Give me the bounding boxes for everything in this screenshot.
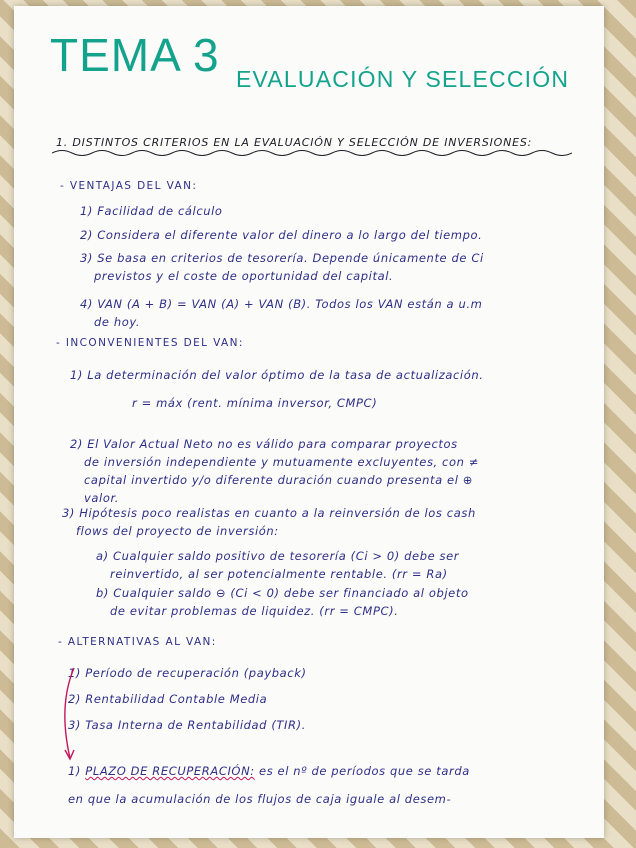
inconveniente-item: 2) El Valor Actual Neto no es válido para comparar proyectos xyxy=(70,437,458,451)
ventaja-item: 4) VAN (A + B) = VAN (A) + VAN (B). Todos los VAN están a u.m xyxy=(80,297,483,311)
ventaja-item: 3) Se basa en criterios de tesorería. Depende únicamente de Ci xyxy=(80,251,484,265)
inconveniente-item-cont: capital invertido y/o diferente duración cuando presenta el ⊕ xyxy=(84,473,474,487)
inconveniente-item: 1) La determinación del valor óptimo de la tasa de actualización. xyxy=(70,368,484,382)
inconveniente-subitem: a) Cualquier saldo positivo de tesorería (Ci > 0) debe ser xyxy=(96,549,460,563)
inconveniente-item-cont: flows del proyecto de inversión: xyxy=(76,524,279,538)
ventaja-item-cont: previstos y el coste de oportunidad del capital. xyxy=(94,269,394,283)
inconvenientes-header: - INCONVENIENTES DEL VAN: xyxy=(56,337,244,349)
ventajas-header: - VENTAJAS DEL VAN: xyxy=(60,180,198,192)
ventaja-item: 1) Facilidad de cálculo xyxy=(80,204,223,218)
plazo-term: PLAZO DE RECUPERACIÓN: xyxy=(85,764,255,778)
ventaja-item-cont: de hoy. xyxy=(94,315,141,329)
alternativa-item: 1) Período de recuperación (payback) xyxy=(68,666,307,680)
curved-arrow-icon xyxy=(56,666,86,766)
section-heading: 1. DISTINTOS CRITERIOS EN LA EVALUACIÓN Y SELECCIÓN DE INVERSIONES: xyxy=(56,136,533,149)
inconveniente-item-cont: valor. xyxy=(84,491,120,505)
inconveniente-subitem-cont: de evitar problemas de liquidez. (rr = CMPC). xyxy=(110,604,399,618)
alternativa-item: 2) Rentabilidad Contable Media xyxy=(68,692,268,706)
inconveniente-formula: r = máx (rent. mínima inversor, CMPC) xyxy=(132,396,378,410)
plazo-number: 1) xyxy=(68,764,82,778)
page-subtitle: EVALUACIÓN Y SELECCIÓN xyxy=(236,66,570,92)
inconveniente-subitem-cont: reinvertido, al ser potencialmente rentable. (rr = Ra) xyxy=(110,567,448,581)
inconveniente-item-cont: de inversión independiente y mutuamente excluyentes, con ≠ xyxy=(84,455,479,469)
inconveniente-subitem: b) Cualquier saldo ⊖ (Ci < 0) debe ser financiado al objeto xyxy=(96,586,469,600)
alternativas-header: - ALTERNATIVAS AL VAN: xyxy=(58,636,217,648)
ventaja-item: 2) Considera el diferente valor del dinero a lo largo del tiempo. xyxy=(80,228,483,242)
heading-squiggle xyxy=(52,148,572,158)
alternativa-item: 3) Tasa Interna de Rentabilidad (TIR). xyxy=(68,718,306,732)
plazo-line-2: en que la acumulación de los flujos de caja iguale al desem- xyxy=(68,792,452,806)
inconveniente-item: 3) Hipótesis poco realistas en cuanto a la reinversión de los cash xyxy=(62,506,476,520)
page-title: TEMA 3 xyxy=(50,29,220,81)
notebook-page xyxy=(14,6,604,838)
plazo-line xyxy=(68,764,470,778)
plazo-definition: es el nº de períodos que se tarda xyxy=(259,764,470,778)
